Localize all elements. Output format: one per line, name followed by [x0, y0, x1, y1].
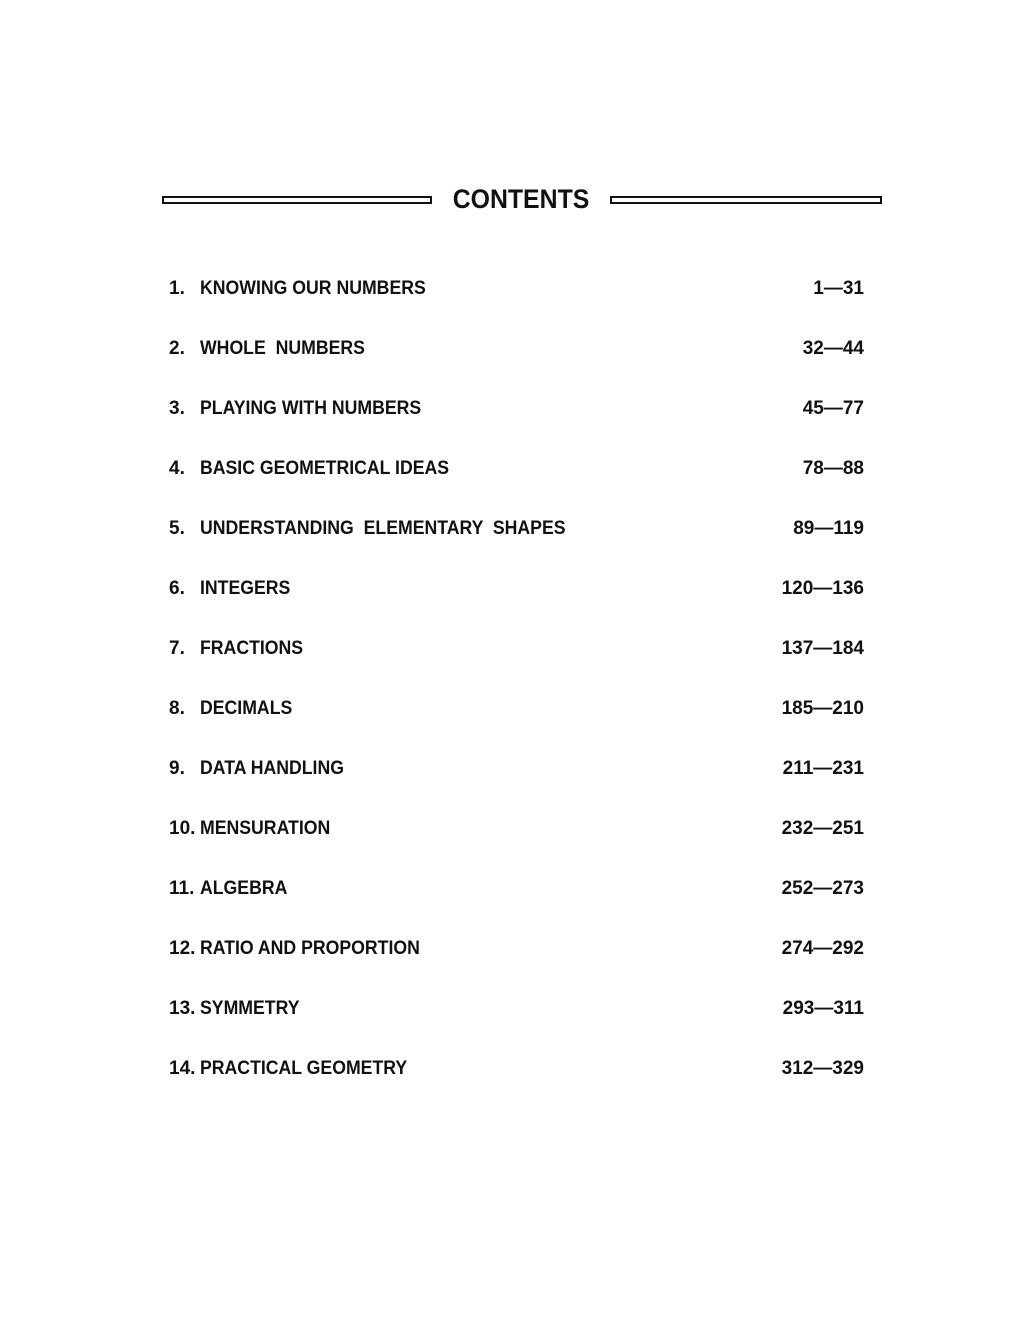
chapter-number: 11. [169, 878, 195, 899]
chapter-title: PRACTICAL GEOMETRY [200, 1058, 408, 1079]
chapter-pages: 1—31 [813, 278, 864, 299]
toc-entry [169, 758, 864, 782]
chapter-number: 14. [169, 1058, 196, 1079]
chapter-title: INTEGERS [200, 578, 291, 599]
chapter-pages: 312—329 [781, 1058, 864, 1079]
chapter-pages: 274—292 [781, 938, 864, 959]
chapter-title: MENSURATION [200, 818, 331, 839]
heading-rule-left [162, 196, 432, 204]
chapter-title: DATA HANDLING [200, 758, 344, 779]
chapter-title: KNOWING OUR NUMBERS [200, 278, 426, 299]
toc-entry [169, 278, 864, 302]
toc-entry [169, 998, 864, 1022]
toc-entry [169, 1058, 864, 1082]
chapter-pages: 45—77 [802, 398, 864, 419]
toc-entry [169, 398, 864, 422]
chapter-title: DECIMALS [200, 698, 293, 719]
chapter-pages: 32—44 [802, 338, 864, 359]
toc-entry [169, 698, 864, 722]
chapter-number: 8. [169, 698, 185, 719]
chapter-pages: 293—311 [782, 998, 864, 1019]
heading-rule-right [610, 196, 882, 204]
toc-entry [169, 578, 864, 602]
chapter-number: 6. [169, 578, 185, 599]
toc-entry [169, 338, 864, 362]
chapter-title: BASIC GEOMETRICAL IDEAS [200, 458, 450, 479]
chapter-pages: 185—210 [781, 698, 864, 719]
chapter-number: 10. [169, 818, 196, 839]
chapter-title: UNDERSTANDING ELEMENTARY SHAPES [200, 518, 566, 539]
toc-entry [169, 878, 864, 902]
chapter-number: 9. [169, 758, 185, 779]
toc-entry [169, 458, 864, 482]
toc-entry [169, 818, 864, 842]
chapter-number: 5. [169, 518, 185, 539]
chapter-pages: 252—273 [781, 878, 864, 899]
chapter-number: 4. [169, 458, 185, 479]
toc-entry [169, 938, 864, 962]
chapter-title: RATIO AND PROPORTION [200, 938, 420, 959]
chapter-pages: 211—231 [782, 758, 864, 779]
chapter-pages: 78—88 [802, 458, 864, 479]
chapter-number: 1. [169, 278, 185, 299]
chapter-pages: 120—136 [781, 578, 864, 599]
page-title: CONTENTS [452, 184, 590, 214]
chapter-number: 13. [169, 998, 196, 1019]
chapter-pages: 89—119 [793, 518, 864, 539]
chapter-number: 7. [169, 638, 185, 659]
toc-entry [169, 518, 864, 542]
chapter-title: SYMMETRY [200, 998, 300, 1019]
toc-entry [169, 638, 864, 662]
chapter-title: FRACTIONS [200, 638, 304, 659]
chapter-title: ALGEBRA [200, 878, 288, 899]
chapter-number: 2. [169, 338, 185, 359]
chapter-pages: 232—251 [781, 818, 864, 839]
chapter-number: 3. [169, 398, 185, 419]
chapter-number: 12. [169, 938, 196, 959]
chapter-pages: 137—184 [781, 638, 864, 659]
chapter-title: PLAYING WITH NUMBERS [200, 398, 422, 419]
chapter-title: WHOLE NUMBERS [200, 338, 365, 359]
